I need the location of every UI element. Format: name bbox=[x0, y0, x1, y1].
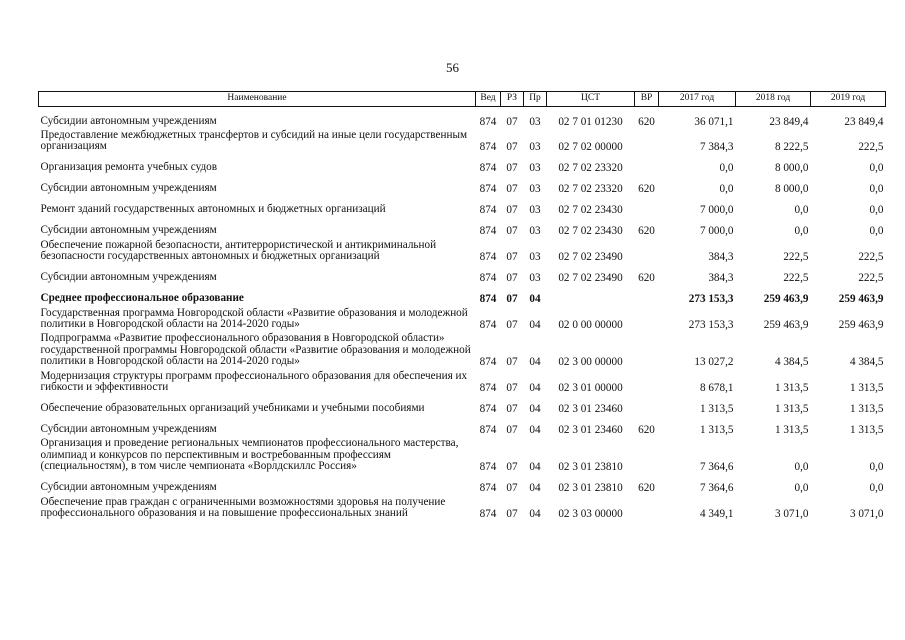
cell-ved: 874 bbox=[479, 272, 497, 285]
cell-name: Организация и проведение региональных чемпионатов профессионального мастерства, олимпиад и конкурсов по перспективным и востребованным профессиям (специальностям), в том числе чемпионата «Ворлдскиллс Россия» bbox=[40, 437, 459, 473]
cell-2017: 7 000,0 bbox=[699, 204, 734, 217]
cell-pr: 04 bbox=[529, 382, 541, 395]
table-row bbox=[39, 107, 886, 129]
cell-2017: 0,0 bbox=[719, 162, 734, 175]
cell-rz: 07 bbox=[506, 293, 518, 306]
cell-2019: 0,0 bbox=[869, 225, 884, 238]
cell-name: Модернизация структуры программ профессионального образования для обеспечения их гибкости и эффективности bbox=[40, 369, 468, 394]
cell-rz: 07 bbox=[506, 115, 518, 128]
cell-rz: 07 bbox=[506, 183, 518, 196]
cell-cst: 02 7 02 23320 bbox=[558, 183, 623, 196]
cell-name: Государственная программа Новгородской области «Развитие образования и молодежной политики в Новгородской области на 2014-2020 годы» bbox=[40, 306, 468, 331]
cell-rz: 07 bbox=[506, 382, 518, 395]
cell-vr bbox=[635, 394, 659, 415]
cell-vr: 620 bbox=[638, 482, 655, 495]
cell-name: Субсидии автономным учреждениям bbox=[40, 481, 217, 494]
cell-2019: 0,0 bbox=[869, 482, 884, 495]
table-row bbox=[39, 331, 886, 368]
cell-pr: 04 bbox=[529, 293, 541, 306]
cell-2017: 0,0 bbox=[719, 183, 734, 196]
cell-vr bbox=[635, 369, 659, 395]
cell-name: Субсидии автономным учреждениям bbox=[40, 271, 217, 284]
cell-vr bbox=[635, 331, 659, 368]
cell-pr: 04 bbox=[529, 508, 541, 521]
cell-2018: 0,0 bbox=[794, 204, 809, 217]
table-row bbox=[39, 415, 886, 436]
cell-cst: 02 7 02 23430 bbox=[558, 204, 623, 217]
cell-2017: 7 364,6 bbox=[699, 482, 734, 495]
table-row bbox=[39, 436, 886, 473]
cell-rz: 07 bbox=[506, 508, 518, 521]
cell-2019: 23 849,4 bbox=[844, 115, 884, 128]
cell-2019: 222,5 bbox=[858, 251, 884, 264]
cell-cst: 02 3 01 23810 bbox=[558, 482, 623, 495]
cell-vr: 620 bbox=[638, 272, 655, 285]
cell-2017: 384,3 bbox=[708, 272, 734, 285]
cell-2019: 3 071,0 bbox=[849, 508, 884, 521]
cell-pr: 03 bbox=[529, 141, 541, 154]
cell-ved: 874 bbox=[479, 482, 497, 495]
cell-name: Субсидии автономным учреждениям bbox=[40, 423, 217, 436]
cell-cst: 02 3 01 23460 bbox=[558, 403, 623, 416]
cell-cst: 02 3 00 00000 bbox=[558, 356, 623, 369]
cell-pr: 04 bbox=[529, 403, 541, 416]
header-vr: ВР bbox=[635, 92, 659, 107]
cell-rz: 07 bbox=[506, 272, 518, 285]
cell-rz: 07 bbox=[506, 424, 518, 437]
cell-2019: 222,5 bbox=[858, 141, 884, 154]
cell-2018: 259 463,9 bbox=[763, 319, 809, 332]
table-row bbox=[39, 264, 886, 285]
cell-name: Субсидии автономным учреждениям bbox=[40, 224, 217, 237]
cell-ved: 874 bbox=[479, 141, 497, 154]
cell-ved: 874 bbox=[479, 204, 497, 217]
cell-cst: 02 3 03 00000 bbox=[558, 508, 623, 521]
cell-2017: 13 027,2 bbox=[694, 356, 734, 369]
header-name: Наименование bbox=[39, 92, 476, 107]
table-row bbox=[39, 306, 886, 332]
cell-vr: 620 bbox=[638, 115, 655, 128]
cell-2018: 0,0 bbox=[794, 482, 809, 495]
table-row bbox=[39, 238, 886, 264]
cell-cst: 02 7 02 23490 bbox=[558, 272, 623, 285]
cell-rz: 07 bbox=[506, 204, 518, 217]
cell-name: Ремонт зданий государственных автономных и бюджетных организаций bbox=[40, 203, 386, 216]
cell-2019: 4 384,5 bbox=[849, 356, 884, 369]
cell-pr: 03 bbox=[529, 183, 541, 196]
cell-ved: 874 bbox=[479, 115, 497, 128]
cell-vr bbox=[635, 285, 659, 306]
cell-2018: 222,5 bbox=[783, 272, 809, 285]
header-rz: РЗ bbox=[501, 92, 524, 107]
cell-name: Организация ремонта учебных судов bbox=[40, 161, 218, 174]
cell-2018: 1 313,5 bbox=[774, 424, 809, 437]
cell-pr: 03 bbox=[529, 204, 541, 217]
cell-2018: 8 222,5 bbox=[774, 141, 809, 154]
cell-2017: 8 678,1 bbox=[699, 382, 734, 395]
cell-ved: 874 bbox=[479, 319, 497, 332]
cell-pr: 04 bbox=[529, 461, 541, 474]
header-cst: ЦСТ bbox=[547, 92, 635, 107]
header-2019: 2019 год bbox=[811, 92, 886, 107]
cell-2018: 0,0 bbox=[794, 225, 809, 238]
cell-2017: 7 364,6 bbox=[699, 461, 734, 474]
cell-2019: 0,0 bbox=[869, 204, 884, 217]
cell-2017: 384,3 bbox=[708, 251, 734, 264]
header-ved: Вед bbox=[476, 92, 501, 107]
cell-2019: 0,0 bbox=[869, 183, 884, 196]
cell-2017: 273 153,3 bbox=[688, 293, 734, 306]
cell-rz: 07 bbox=[506, 356, 518, 369]
cell-rz: 07 bbox=[506, 403, 518, 416]
cell-2018: 8 000,0 bbox=[774, 162, 809, 175]
cell-2019: 1 313,5 bbox=[849, 424, 884, 437]
cell-name: Предоставление межбюджетных трансфертов и субсидий на иные цели государственным организациям bbox=[40, 129, 468, 153]
table-row bbox=[39, 495, 886, 521]
cell-2017: 7 000,0 bbox=[699, 225, 734, 238]
cell-ved: 874 bbox=[479, 293, 497, 306]
cell-ved: 874 bbox=[479, 183, 497, 196]
cell-pr: 04 bbox=[529, 424, 541, 437]
cell-name: Обеспечение образовательных организаций учебниками и учебными пособиями bbox=[40, 402, 425, 415]
cell-ved: 874 bbox=[479, 356, 497, 369]
cell-cst: 02 7 02 23320 bbox=[558, 162, 623, 175]
table-row bbox=[39, 196, 886, 217]
cell-cst: 02 7 01 01230 bbox=[558, 115, 623, 128]
cell-ved: 874 bbox=[479, 508, 497, 521]
cell-vr bbox=[635, 196, 659, 217]
table-row bbox=[39, 154, 886, 175]
cell-rz: 07 bbox=[506, 461, 518, 474]
cell-2018: 0,0 bbox=[794, 461, 809, 474]
cell-2019: 259 463,9 bbox=[838, 293, 884, 306]
cell-2019: 1 313,5 bbox=[849, 382, 884, 395]
table-row bbox=[39, 474, 886, 495]
cell-cst: 02 7 02 23430 bbox=[558, 225, 623, 238]
cell-ved: 874 bbox=[479, 225, 497, 238]
cell-rz: 07 bbox=[506, 319, 518, 332]
cell-2018: 222,5 bbox=[783, 251, 809, 264]
page-number: 56 bbox=[446, 60, 459, 75]
cell-2017: 36 071,1 bbox=[694, 115, 734, 128]
cell-pr: 03 bbox=[529, 225, 541, 238]
cell-2018: 259 463,9 bbox=[763, 293, 809, 306]
table-row bbox=[39, 217, 886, 238]
cell-rz: 07 bbox=[506, 251, 518, 264]
cell-pr: 03 bbox=[529, 162, 541, 175]
cell-2017: 273 153,3 bbox=[688, 319, 734, 332]
cell-vr bbox=[635, 436, 659, 473]
cell-pr: 04 bbox=[529, 319, 541, 332]
cell-2017: 1 313,5 bbox=[699, 424, 734, 437]
cell-2017: 4 349,1 bbox=[699, 508, 734, 521]
cell-2019: 0,0 bbox=[869, 461, 884, 474]
cell-pr: 04 bbox=[529, 482, 541, 495]
cell-pr: 04 bbox=[529, 356, 541, 369]
cell-2017: 1 313,5 bbox=[699, 403, 734, 416]
cell-cst bbox=[547, 285, 635, 306]
cell-cst: 02 7 02 00000 bbox=[558, 141, 623, 154]
table-row bbox=[39, 128, 886, 154]
cell-2018: 23 849,4 bbox=[769, 115, 809, 128]
cell-name: Обеспечение пожарной безопасности, антитеррористической и антикриминальной безопасности государственных автономных и бюджетных организаций bbox=[40, 238, 437, 263]
cell-vr: 620 bbox=[638, 183, 655, 196]
header-2018: 2018 год bbox=[736, 92, 811, 107]
table-row bbox=[39, 394, 886, 415]
cell-cst: 02 3 01 00000 bbox=[558, 382, 623, 395]
cell-2018: 4 384,5 bbox=[774, 356, 809, 369]
cell-vr bbox=[635, 128, 659, 154]
cell-cst: 02 7 02 23490 bbox=[558, 251, 623, 264]
cell-2019: 259 463,9 bbox=[838, 319, 884, 332]
cell-ved: 874 bbox=[479, 424, 497, 437]
cell-2018: 8 000,0 bbox=[774, 183, 809, 196]
cell-vr bbox=[635, 238, 659, 264]
cell-2019: 0,0 bbox=[869, 162, 884, 175]
table-row bbox=[39, 285, 886, 306]
cell-2019: 1 313,5 bbox=[849, 403, 884, 416]
cell-ved: 874 bbox=[479, 162, 497, 175]
cell-name: Обеспечение прав граждан с ограниченными возможностями здоровья на получение профессионального образования и на повышение профессиональных знаний bbox=[40, 495, 446, 520]
header-2017: 2017 год bbox=[659, 92, 736, 107]
table-row bbox=[39, 175, 886, 196]
table-row bbox=[39, 369, 886, 395]
cell-ved: 874 bbox=[479, 382, 497, 395]
cell-cst: 02 3 01 23460 bbox=[558, 424, 623, 437]
cell-vr: 620 bbox=[638, 424, 655, 437]
cell-rz: 07 bbox=[506, 141, 518, 154]
table-body bbox=[39, 107, 886, 521]
cell-2018: 3 071,0 bbox=[774, 508, 809, 521]
cell-vr bbox=[635, 306, 659, 332]
cell-cst: 02 3 01 23810 bbox=[558, 461, 623, 474]
cell-2018: 1 313,5 bbox=[774, 382, 809, 395]
cell-cst: 02 0 00 00000 bbox=[558, 319, 623, 332]
cell-name: Подпрограмма «Развитие профессионального образования в Новгородской области» государственной программы Новгородской области «Развитие образования и молодежной политики в Новгородской области на 2014-2020 годы» bbox=[40, 332, 471, 368]
cell-ved: 874 bbox=[479, 403, 497, 416]
cell-ved: 874 bbox=[479, 461, 497, 474]
cell-vr: 620 bbox=[638, 225, 655, 238]
cell-2017: 7 384,3 bbox=[699, 141, 734, 154]
cell-name: Среднее профессиональное образование bbox=[40, 292, 244, 305]
cell-name: Субсидии автономным учреждениям bbox=[40, 182, 217, 195]
cell-2018: 1 313,5 bbox=[774, 403, 809, 416]
cell-vr bbox=[635, 495, 659, 521]
cell-rz: 07 bbox=[506, 225, 518, 238]
header-pr: Пр bbox=[524, 92, 547, 107]
cell-2019: 222,5 bbox=[858, 272, 884, 285]
table-header-row bbox=[39, 92, 886, 107]
cell-pr: 03 bbox=[529, 251, 541, 264]
cell-name: Субсидии автономным учреждениям bbox=[40, 114, 217, 127]
cell-pr: 03 bbox=[529, 272, 541, 285]
cell-rz: 07 bbox=[506, 162, 518, 175]
budget-table bbox=[38, 91, 886, 521]
cell-ved: 874 bbox=[479, 251, 497, 264]
cell-rz: 07 bbox=[506, 482, 518, 495]
cell-pr: 03 bbox=[529, 115, 541, 128]
cell-vr bbox=[635, 154, 659, 175]
